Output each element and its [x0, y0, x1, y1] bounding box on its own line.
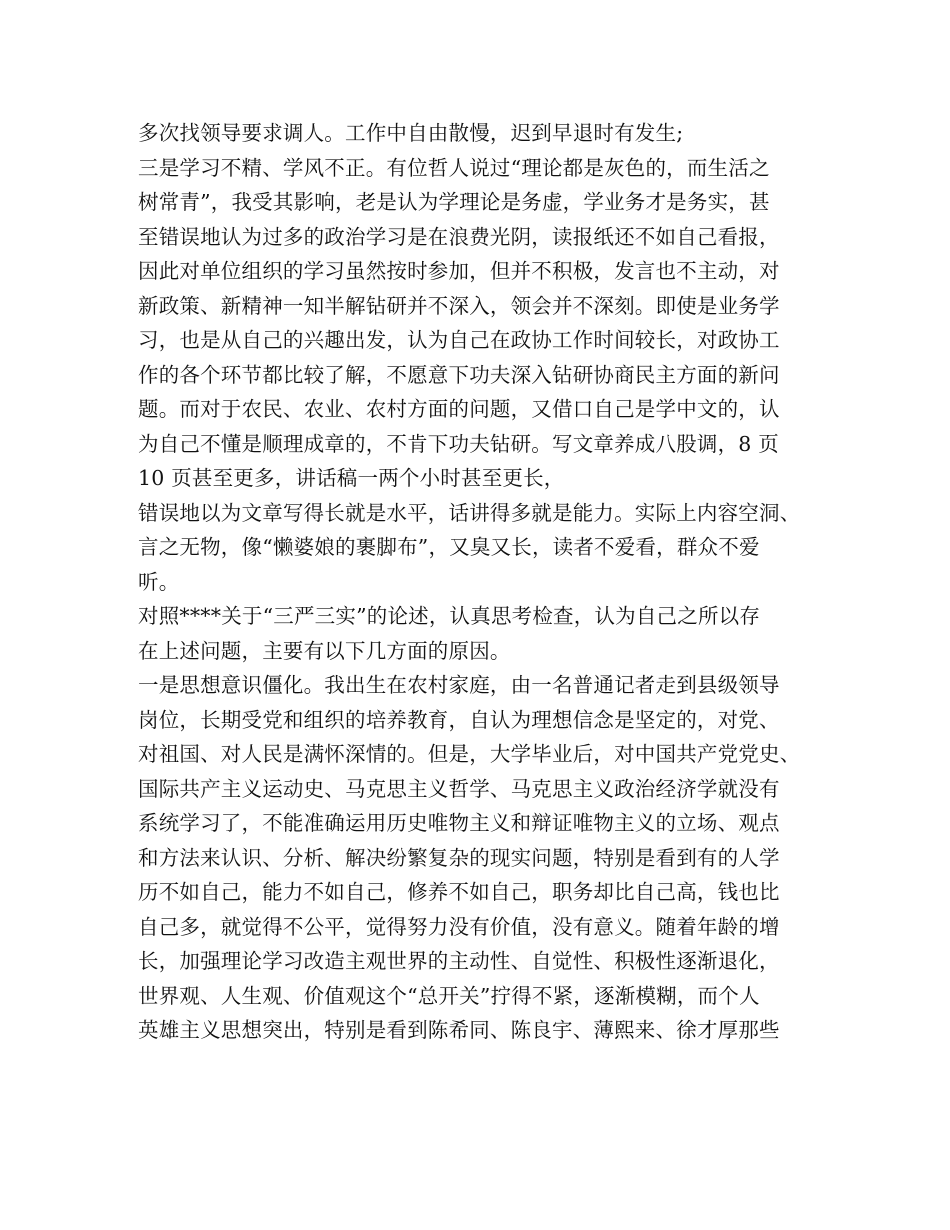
text-line: 自己多，就觉得不公平，觉得努力没有价值，没有意义。随着年龄的增: [138, 914, 780, 939]
text-line: 因此对单位组织的学习虽然按时参加，但并不积极，发言也不主动，对: [138, 259, 780, 283]
text-line: 新政策、新精神一知半解钻研并不深入，领会并不深刻。即使是业务学: [138, 293, 780, 318]
text-line: 历不如自己，能力不如自己，修养不如自己，职务却比自己高，钱也比: [138, 880, 780, 904]
text-line: 错误地以为文章写得长就是水平，话讲得多就是能力。实际上内容空洞、: [138, 500, 801, 525]
text-line: 长，加强理论学习改造主观世界的主动性、自觉性、积极性逐渐退化，: [138, 949, 780, 973]
text-line: 三是学习不精、学风不正。有位哲人说过“理论都是灰色的，而生活之: [138, 155, 770, 180]
text-line: 对照****关于“三严三实”的论述，认真思考检查，认为自己之所以存: [138, 604, 761, 628]
text-line: 世界观、人生观、价值观这个“总开关”拧得不紧，逐渐模糊，而个人: [138, 983, 760, 1008]
text-line: 为自己不懂是顺理成章的，不肯下功夫钻研。写文章养成八股调，8 页: [138, 431, 779, 456]
text-line: 在上述问题，主要有以下几方面的原因。: [138, 638, 511, 663]
text-line: 作的各个环节都比较了解，不愿意下功夫深入钻研协商民主方面的新问: [138, 362, 780, 387]
text-line: 题。而对于农民、农业、农村方面的问题，又借口自己是学中文的，认: [138, 397, 780, 421]
text-line: 国际共产主义运动史、马克思主义哲学、马克思主义政治经济学就没有: [138, 776, 780, 801]
text-line: 岗位，长期受党和组织的培养教育，自认为理想信念是坚定的，对党、: [138, 707, 780, 732]
text-line: 一是思想意识僵化。我出生在农村家庭，由一名普通记者走到县级领导: [138, 673, 780, 697]
text-line: 系统学习了，不能准确运用历史唯物主义和辩证唯物主义的立场、观点: [138, 811, 780, 835]
text-line: 10 页甚至更多，讲话稿一两个小时甚至更长，: [138, 466, 565, 490]
text-line: 至错误地认为过多的政治学习是在浪费光阴，读报纸还不如自己看报，: [138, 224, 780, 249]
text-line: 多次找领导要求调人。工作中自由散慢，迟到早退时有发生;: [138, 121, 684, 145]
text-line: 言之无物，像“懒婆娘的裹脚布”，又臭又长，读者不爱看，群众不爱: [138, 535, 760, 559]
text-line: 和方法来认识、分析、解决纷繁复杂的现实问题，特别是看到有的人学: [138, 845, 780, 870]
text-line: 英雄主义思想突出，特别是看到陈希同、陈良宇、薄熙来、徐才厚那些: [138, 1018, 780, 1042]
text-line: 习，也是从自己的兴趣出发，认为自己在政协工作时间较长，对政协工: [138, 328, 780, 352]
text-line: 对祖国、对人民是满怀深情的。但是，大学毕业后，对中国共产党党史、: [138, 742, 801, 766]
document-body-text: [138, 116, 828, 1048]
text-line: 听。: [138, 569, 180, 594]
text-line: 树常青”，我受其影响，老是认为学理论是务虚，学业务才是务实，甚: [138, 190, 770, 214]
